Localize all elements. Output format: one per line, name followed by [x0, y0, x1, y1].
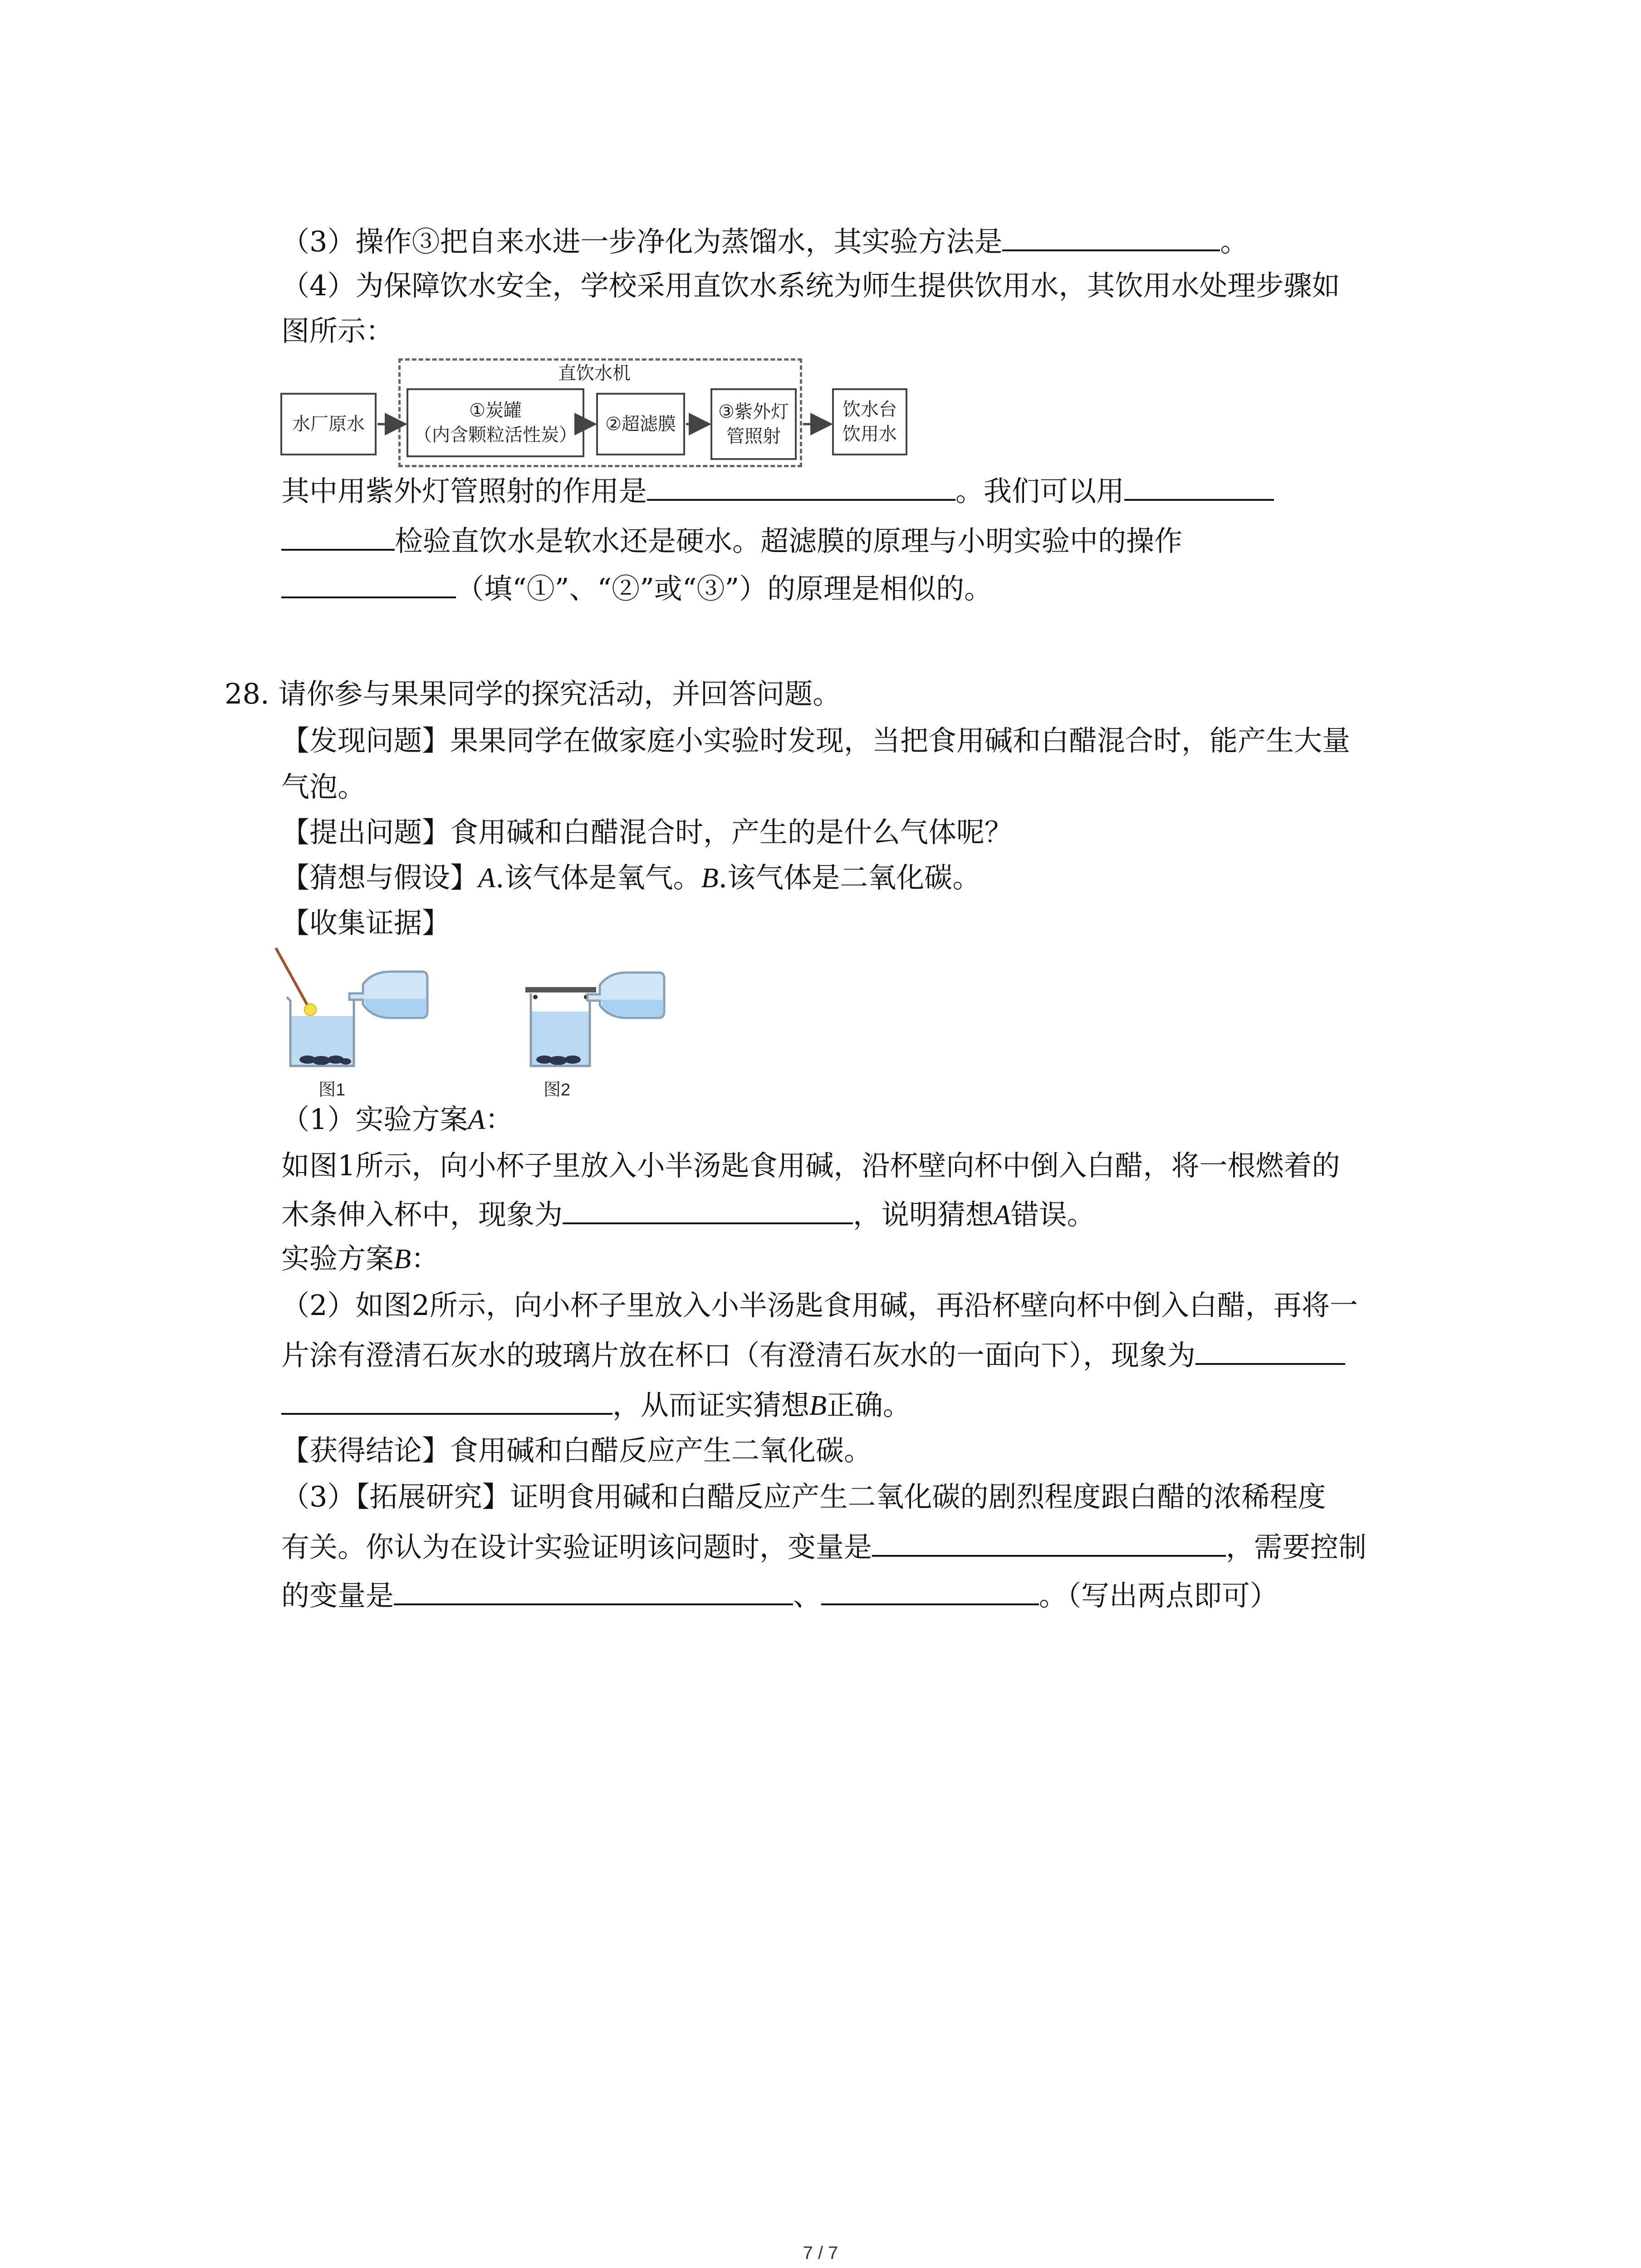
q28-plan-a-desc1: 如图1所示，向小杯子里放入小半汤匙食用碱，沿杯壁向杯中倒入白醋，将一根燃着的 [281, 1149, 1340, 1182]
answer-blank-controlled-1[interactable] [394, 1576, 793, 1605]
q28-plan-b-desc2 [281, 1336, 1345, 1372]
q28-extend-3-end: 。（写出两点即可） [1039, 1579, 1279, 1612]
q27-part3-text: （3）操作③把自来水进一步净化为蒸馏水，其实验方法是 [281, 225, 1003, 258]
q28-plan-b-label: 实验方案 [281, 1242, 394, 1275]
answer-blank-reagent-a[interactable] [1124, 472, 1274, 501]
q27-part4-line1: （4）为保障饮水安全，学校采用直饮水系统为师生提供饮用水，其饮用水处理步骤如 [281, 269, 1340, 302]
q28-plan-b-desc3-start: ，从而证实猜想 [612, 1388, 810, 1422]
q27-part4-line5 [281, 569, 992, 606]
q28-plan-a-label: （1）实验方案 [281, 1103, 468, 1136]
q28-extend-3-sep: 、 [793, 1579, 822, 1612]
box-carbon-label-1: ①炭罐 [469, 401, 522, 420]
box-output-label-2: 饮用水 [843, 424, 897, 444]
box-carbon-label-2: （内含颗粒活性炭） [414, 425, 577, 445]
q28-hypothesis [281, 860, 980, 896]
q27-part4-line4-text: 检验直饮水是软水还是硬水。超滤膜的原理与小明实验中的操作 [395, 524, 1183, 557]
q28-intro: 28. 请你参与果果同学的探究活动，并回答问题。 [225, 677, 841, 710]
answer-blank-variable[interactable] [872, 1528, 1226, 1557]
q28-collect: 【收集证据】 [281, 906, 451, 939]
q27-hardness-question: 。我们可以用 [955, 474, 1125, 508]
answer-blank-phenomenon-b1[interactable] [1195, 1336, 1345, 1365]
box-source-label: 水厂原水 [292, 414, 365, 434]
q28-plan-a-desc2-letter: A [994, 1200, 1011, 1231]
q28-question: 【提出问题】食用碱和白醋混合时，产生的是什么气体呢？ [281, 816, 1013, 849]
q28-plan-b-colon: ： [411, 1242, 439, 1275]
q28-plan-a [281, 1101, 513, 1138]
box-uv-label-1: ③紫外灯 [718, 402, 789, 422]
q28-hyp-b-letter: B [701, 863, 719, 894]
answer-blank-phenomenon-a[interactable] [563, 1195, 853, 1224]
fig1-wood-splint [276, 948, 309, 1009]
experiment-figures [272, 943, 681, 1080]
q28-plan-b-desc2-text: 片涂有澄清石灰水的玻璃片放在杯口（有澄清石灰水的一面向下），现象为 [281, 1339, 1196, 1372]
box-ultrafiltration-label: ②超滤膜 [605, 414, 676, 434]
q28-discover-2: 气泡。 [281, 770, 366, 803]
q27-uv-question: 其中用紫外灯管照射的作用是 [281, 474, 647, 508]
q28-plan-a-colon: ： [485, 1103, 514, 1136]
figure-1-caption: 图1 [318, 1080, 346, 1100]
answer-blank-controlled-2[interactable] [821, 1576, 1039, 1605]
q28-extend-3 [281, 1576, 1278, 1613]
q28-discover-1: 【发现问题】果果同学在做家庭小实验时发现，当把食用碱和白醋混合时，能产生大量 [281, 724, 1351, 757]
q28-plan-b-desc3 [281, 1386, 911, 1422]
flow-arrows [0, 0, 1641, 499]
q28-plan-b [281, 1241, 439, 1277]
q28-plan-a-desc2-end: 错误。 [1010, 1198, 1095, 1231]
q27-part4-line5-text: （填“①”、“②”或“③”）的原理是相似的。 [456, 572, 993, 605]
dispenser-group-label: 直饮水机 [558, 363, 631, 383]
q28-plan-b-desc3-end: 正确。 [826, 1388, 911, 1422]
q28-hyp-b-text: .该气体是二氧化碳。 [718, 861, 981, 894]
answer-blank-operation[interactable] [281, 569, 456, 598]
q28-extend-3-start: 的变量是 [281, 1579, 394, 1612]
q28-extend-2-end: ，需要控制 [1226, 1530, 1367, 1564]
q28-hyp-a-letter: A [478, 863, 495, 894]
q27-part4-line4 [281, 522, 1182, 558]
q28-plan-b-desc3-letter: B [809, 1390, 827, 1421]
q27-part3-end: 。 [1220, 225, 1249, 258]
q28-hyp-prefix: 【猜想与假设】 [281, 861, 479, 894]
answer-blank-phenomenon-b2[interactable] [281, 1386, 612, 1415]
q27-part4-line2: 图所示： [281, 314, 394, 347]
q28-extend-2 [281, 1528, 1367, 1564]
q28-extend-1: （3）【拓展研究】证明食用碱和白醋反应产生二氧化碳的剧烈程度跟白醋的浓稀程度 [281, 1480, 1326, 1513]
answer-blank-reagent-b[interactable] [281, 522, 395, 551]
q28-plan-a-desc2-mid: ，说明猜想 [853, 1198, 994, 1231]
q28-plan-a-letter: A [468, 1105, 485, 1135]
figure-2-caption: 图2 [544, 1080, 571, 1100]
q28-extend-2-start: 有关。你认为在设计实验证明该问题时，变量是 [281, 1530, 872, 1564]
q28-plan-a-desc2-start: 木条伸入杯中，现象为 [281, 1198, 563, 1231]
q27-part4-line3 [281, 472, 1274, 508]
page-number: 7 / 7 [803, 2243, 838, 2263]
q28-plan-b-letter: B [394, 1244, 411, 1275]
answer-blank-uv-purpose[interactable] [647, 472, 955, 501]
q28-plan-a-desc2 [281, 1195, 1095, 1232]
fig2-glass-plate [525, 987, 596, 992]
q28-plan-b-desc1: （2）如图2所示，向小杯子里放入小半汤匙食用碱，再沿杯壁向杯中倒入白醋，再将一 [281, 1289, 1358, 1322]
q28-hyp-a-text: .该气体是氧气。 [495, 861, 701, 894]
figure-1-beaker [276, 948, 427, 1066]
box-output-label-1: 饮水台 [843, 400, 897, 420]
figure-2-beaker [525, 973, 664, 1066]
box-uv-label-2: 管照射 [726, 426, 781, 446]
fig1-flame [304, 1004, 316, 1016]
q28-conclusion: 【获得结论】食用碱和白醋反应产生二氧化碳。 [281, 1434, 872, 1467]
